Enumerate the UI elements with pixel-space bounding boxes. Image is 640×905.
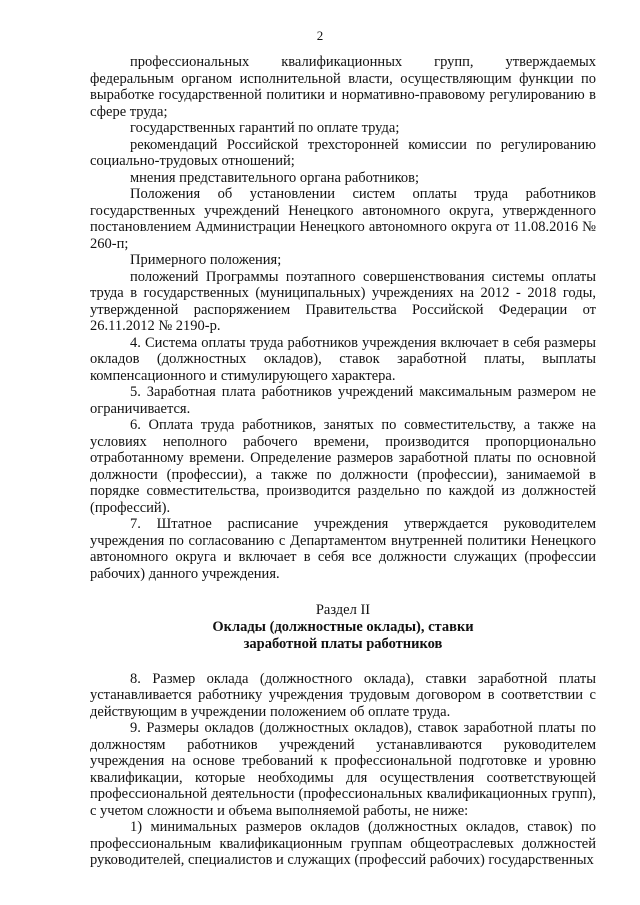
section-title-line-1: Оклады (должностные оклады), ставки bbox=[212, 618, 474, 635]
paragraph: профессиональных квалификационных групп, утверждаемых федеральным органом исполнительной власти, осуществляющим функции по выработке государственной политики и нормативно-правовому регулированию в сфере труда; bbox=[90, 54, 596, 120]
paragraph: 9. Размеры окладов (должностных окладов), ставок заработной платы по должностям работников учреждений устанавливаются руководителем учреждения на основе требований к профессиональной подготовке и уровню квалификации, которые необходимы для осуществления соответствующей профессиональной деятельности (профессиональных квалификационных групп), с учетом сложности и объема выполняемой работы, не ниже: bbox=[90, 720, 596, 819]
section-title-line-2: заработной платы работников bbox=[243, 635, 443, 652]
paragraph: Примерного положения; bbox=[130, 252, 282, 268]
section-number: Раздел II bbox=[315, 602, 371, 618]
document-body bbox=[90, 54, 596, 869]
page-number: 2 bbox=[316, 28, 324, 43]
paragraph: 7. Штатное расписание учреждения утверждается руководителем учреждения по согласованию с Департаментом внутренней политики Ненецкого автономного округа и включает в себя все должности служащих (профессии рабочих) данного учреждения. bbox=[90, 516, 596, 582]
paragraph: 1) минимальных размеров окладов (должностных окладов, ставок) по профессиональным квалификационным группам общеотраслевых должностей руководителей, специалистов и служащих (профессий рабочих) государственных bbox=[90, 819, 596, 868]
paragraph: 4. Система оплаты труда работников учреждения включает в себя размеры окладов (должностных окладов), ставок заработной платы, выплаты компенсационного и стимулирующего характера. bbox=[90, 334, 596, 384]
paragraph: мнения представительного органа работников; bbox=[130, 169, 420, 186]
paragraph: рекомендаций Российской трехсторонней комиссии по регулированию социально-трудовых отношений; bbox=[90, 136, 596, 169]
paragraph: 6. Оплата труда работников, занятых по совместительству, а также на условиях неполного рабочего времени, производится пропорционально отработанному времени. Определение размеров заработной платы по основной должности (профессии), а также по должности (профессии), занимаемой в порядке совместительства, производится раздельно по каждой из должностей (профессий). bbox=[90, 417, 596, 516]
paragraph: государственных гарантий по оплате труда; bbox=[130, 120, 400, 136]
paragraph: положений Программы поэтапного совершенствования системы оплаты труда в государственных (муниципальных) учреждениях на 2012 - 2018 годы, утвержденной распоряжением Правительства Российской Федерации от 26.11.2012 № 2190-р. bbox=[90, 268, 596, 334]
paragraph: Положения об установлении систем оплаты труда работников государственных учреждений Ненецкого автономного округа, утвержденного постановлением Администрации Ненецкого автономного округа от 11.08.2016 № 260-п; bbox=[90, 186, 596, 252]
paragraph: 8. Размер оклада (должностного оклада), ставки заработной платы устанавливается работнику учреждения трудовым договором в соответствии с действующим в учреждении положением об оплате труда. bbox=[90, 670, 596, 720]
paragraph: 5. Заработная плата работников учреждений максимальным размером не ограничивается. bbox=[90, 384, 596, 417]
